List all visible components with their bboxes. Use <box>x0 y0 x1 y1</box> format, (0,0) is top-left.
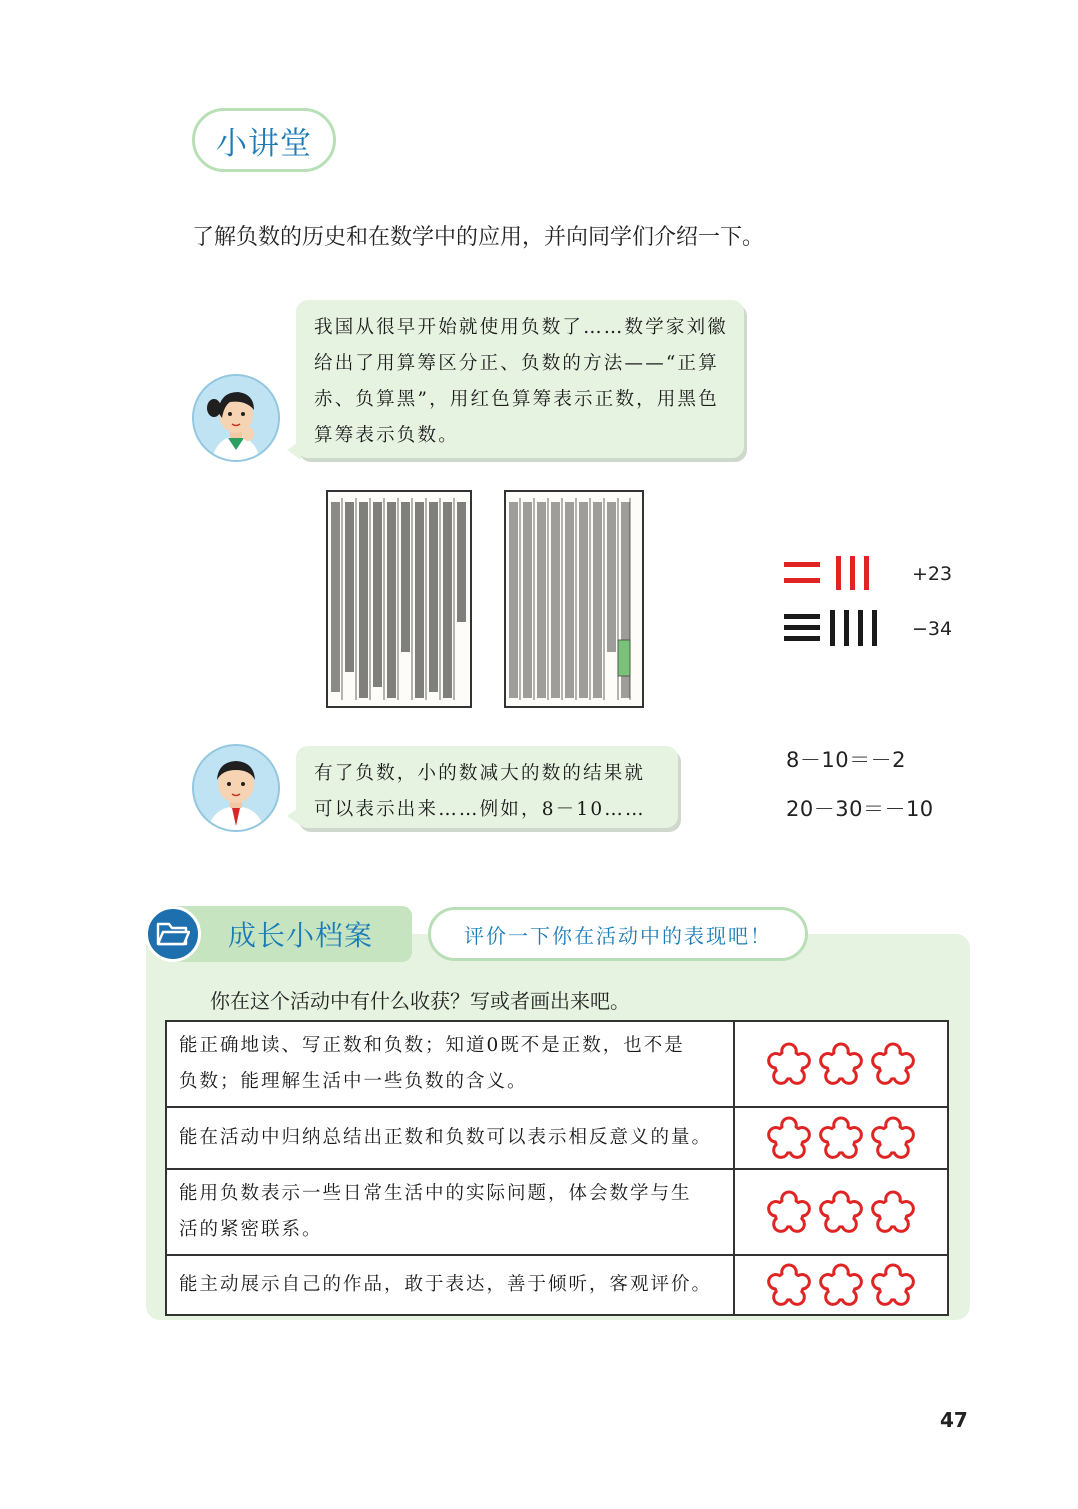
rod-vertical <box>864 556 869 590</box>
rod-vertical <box>872 610 877 646</box>
evaluation-prompt <box>428 907 808 961</box>
flower-icon[interactable] <box>871 1116 915 1160</box>
boy-speech-bubble <box>296 746 678 828</box>
flower-icon[interactable] <box>819 1042 863 1086</box>
flower-icon[interactable] <box>819 1263 863 1307</box>
positive-counting-rods <box>784 556 894 590</box>
girl-bubble-line: 给出了用算筹区分正、负数的方法——“正算 <box>314 353 719 374</box>
rod-horizontal <box>784 578 820 583</box>
flower-rating[interactable] <box>736 1263 946 1307</box>
lecture-title: 小讲堂 <box>216 125 312 162</box>
negative-counting-rods <box>784 610 894 646</box>
rod-vertical <box>844 610 849 646</box>
girl-avatar <box>192 374 280 462</box>
criterion-line: 负数；能理解生活中一些负数的含义。 <box>179 1071 528 1092</box>
evaluation-prompt-text: 评价一下你在活动中的表现吧！ <box>464 923 772 948</box>
rating-cell[interactable] <box>734 1169 948 1255</box>
criterion-line: 能正确地读、写正数和负数；知道0既不是正数，也不是 <box>179 1035 685 1056</box>
criterion-cell <box>166 1255 734 1315</box>
criterion-cell <box>166 1169 734 1255</box>
positive-rod-label: +23 <box>912 563 953 585</box>
girl-bubble-line: 我国从很早开始就使用负数了……数学家刘徽 <box>314 317 729 338</box>
boy-avatar <box>192 744 280 832</box>
equation-1: 8－10＝－2 <box>786 748 906 772</box>
negative-rod-label: −34 <box>912 618 953 640</box>
table-row <box>166 1169 948 1255</box>
rating-cell[interactable] <box>734 1021 948 1107</box>
girl-bubble-line: 赤、负算黑”，用红色算筹表示正数，用黑色 <box>314 389 719 410</box>
criterion-line: 能在活动中归纳总结出正数和负数可以表示相反意义的量。 <box>179 1127 713 1148</box>
page-number: 47 <box>940 1408 968 1432</box>
girl-speech-bubble <box>296 300 744 458</box>
lecture-title-badge <box>192 108 336 172</box>
flower-icon[interactable] <box>767 1190 811 1234</box>
rod-vertical <box>858 610 863 646</box>
ancient-book-page-right <box>504 490 644 708</box>
rod-horizontal <box>784 636 820 641</box>
flower-icon[interactable] <box>819 1116 863 1160</box>
equation-2: 20－30＝－10 <box>786 797 934 821</box>
criterion-line: 能用负数表示一些日常生活中的实际问题，体会数学与生 <box>179 1183 692 1204</box>
flower-rating[interactable] <box>736 1042 946 1086</box>
flower-icon[interactable] <box>871 1263 915 1307</box>
self-evaluation-table <box>165 1020 949 1316</box>
criterion-line: 能主动展示自己的作品，敢于表达，善于倾听，客观评价。 <box>179 1274 713 1295</box>
record-question: 你在这个活动中有什么收获？写或者画出来吧。 <box>210 989 630 1013</box>
flower-rating[interactable] <box>736 1190 946 1234</box>
criterion-cell <box>166 1107 734 1169</box>
growth-record-title: 成长小档案 <box>228 919 374 952</box>
boy-bubble-line: 可以表示出来……例如，8－10…… <box>314 799 646 820</box>
flower-icon[interactable] <box>819 1190 863 1234</box>
flower-icon[interactable] <box>767 1042 811 1086</box>
rod-horizontal <box>784 614 820 619</box>
rating-cell[interactable] <box>734 1255 948 1315</box>
rod-horizontal <box>784 562 820 567</box>
flower-icon[interactable] <box>767 1116 811 1160</box>
lecture-intro: 了解负数的历史和在数学中的应用，并向同学们介绍一下。 <box>192 225 765 250</box>
rod-vertical <box>830 610 835 646</box>
table-row <box>166 1021 948 1107</box>
flower-icon[interactable] <box>871 1042 915 1086</box>
ancient-book-page-left <box>326 490 472 708</box>
flower-rating[interactable] <box>736 1116 946 1160</box>
flower-icon[interactable] <box>871 1190 915 1234</box>
table-row <box>166 1107 948 1169</box>
rod-vertical <box>850 556 855 590</box>
rod-horizontal <box>784 625 820 630</box>
rod-vertical <box>836 556 841 590</box>
flower-icon[interactable] <box>767 1263 811 1307</box>
rating-cell[interactable] <box>734 1107 948 1169</box>
boy-bubble-line: 有了负数，小的数减大的数的结果就 <box>314 763 646 784</box>
criterion-cell <box>166 1021 734 1107</box>
girl-bubble-line: 算筹表示负数。 <box>314 425 459 446</box>
folder-icon <box>145 906 201 962</box>
table-row <box>166 1255 948 1315</box>
criterion-line: 活的紧密联系。 <box>179 1219 323 1240</box>
